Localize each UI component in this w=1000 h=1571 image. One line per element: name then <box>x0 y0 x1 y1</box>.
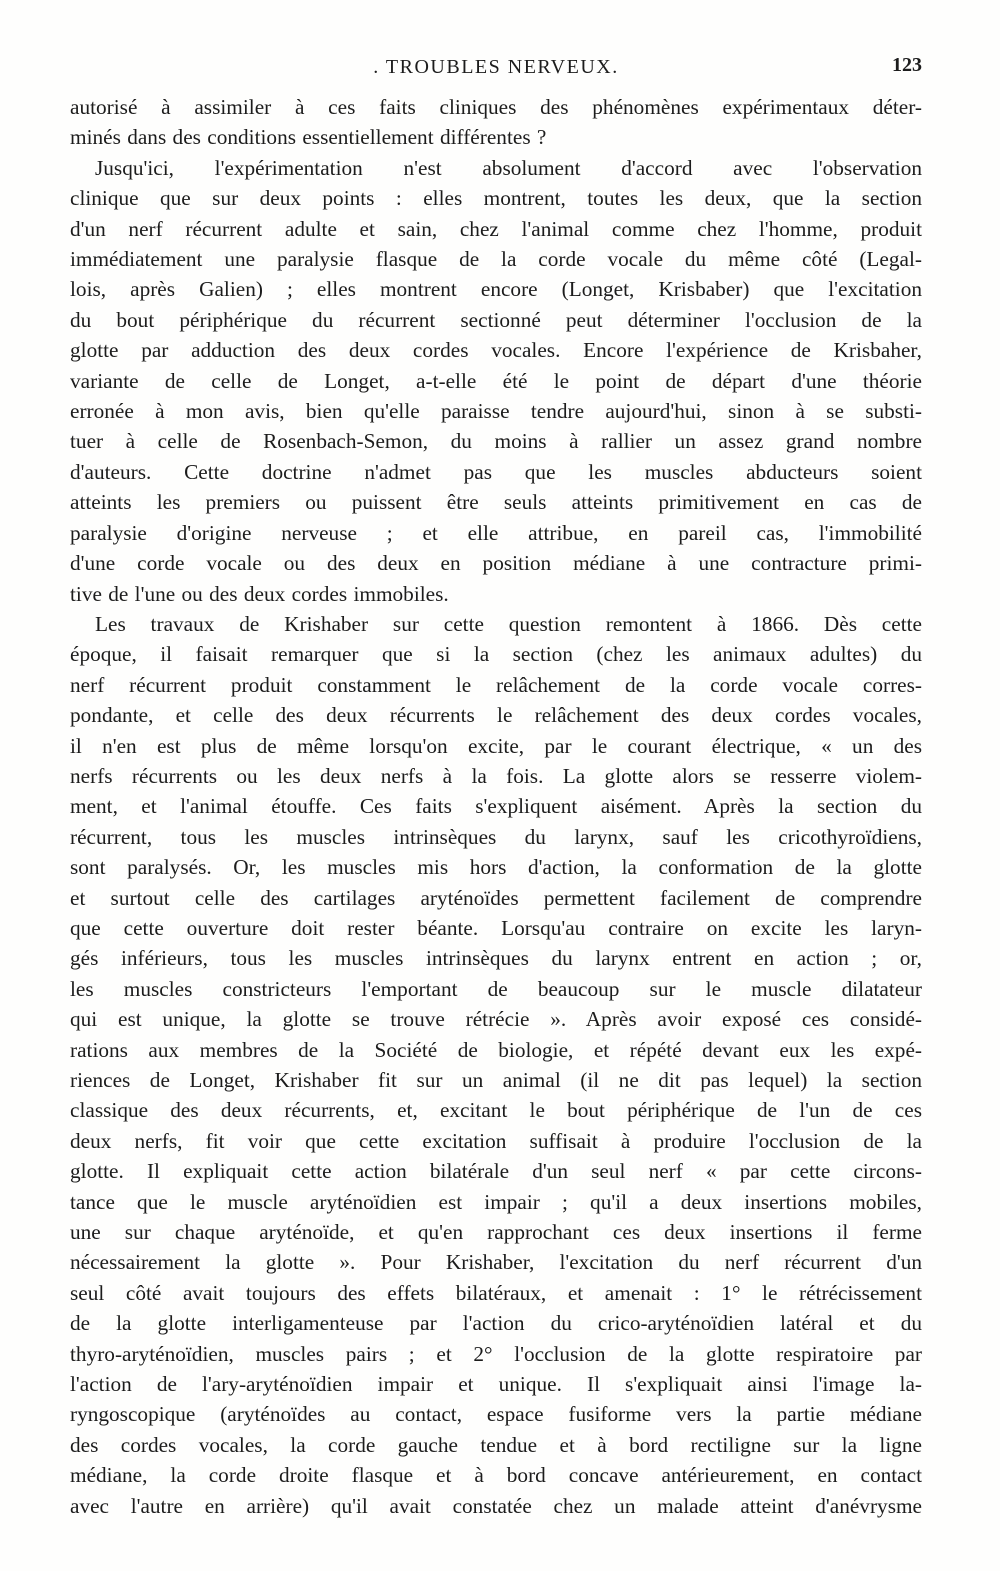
text-line: gés inférieurs, tous les muscles intrinsèques du larynx entrent en action ; or, <box>70 946 922 971</box>
paragraph <box>70 609 922 1521</box>
paragraph <box>70 92 922 153</box>
page-number: 123 <box>892 54 922 76</box>
text-line: sont paralysés. Or, les muscles mis hors d'action, la conformation de la glotte <box>70 855 922 880</box>
text-line: une sur chaque aryténoïde, et qu'en rapprochant ces deux insertions il ferme <box>70 1220 922 1245</box>
running-head <box>70 56 922 86</box>
text-line: des cordes vocales, la corde gauche tendue et à bord rectiligne sur la ligne <box>70 1432 922 1457</box>
text-line: médiane, la corde droite flasque et à bord concave antérieurement, en contact <box>70 1463 922 1488</box>
body-text <box>70 92 922 1521</box>
text-line: époque, il faisait remarquer que si la section (chez les animaux adultes) du <box>70 642 922 667</box>
text-line: ment, et l'animal étouffe. Ces faits s'expliquent aisément. Après la section du <box>70 794 922 819</box>
text-line: ryngoscopique (aryténoïdes au contact, espace fusiforme vers la partie médiane <box>70 1402 922 1427</box>
text-line: classique des deux récurrents, et, excitant le bout périphérique de l'un de ces <box>70 1098 922 1123</box>
text-line: lois, après Galien) ; elles montrent encore (Longet, Krisbaber) que l'excitation <box>70 277 922 302</box>
text-line: récurrent, tous les muscles intrinsèques du larynx, sauf les cricothyroïdiens, <box>70 824 922 849</box>
text-line: Jusqu'ici, l'expérimentation n'est absolument d'accord avec l'observation <box>95 155 922 180</box>
text-line: pondante, et celle des deux récurrents le relâchement des deux cordes vocales, <box>70 703 922 728</box>
text-line: les muscles constricteurs l'emportant de beaucoup sur le muscle dilatateur <box>70 976 922 1001</box>
text-line: rations aux membres de la Société de biologie, et répété devant eux les expé- <box>70 1037 922 1062</box>
text-line: et surtout celle des cartilages aryténoïdes permettent facilement de comprendre <box>70 885 922 910</box>
text-line: erronée à mon avis, bien qu'elle paraisse tendre aujourd'hui, sinon à se substi- <box>70 399 922 424</box>
text-line: atteints les premiers ou puissent être seuls atteints primitivement en cas de <box>70 490 922 515</box>
running-title: . TROUBLES NERVEUX. <box>373 56 619 78</box>
text-line: deux nerfs, fit voir que cette excitation suffisait à produire l'occlusion de la <box>70 1128 922 1153</box>
paragraph <box>70 153 922 609</box>
text-line: du bout périphérique du récurrent sectionné peut déterminer l'occlusion de la <box>70 307 922 332</box>
text-line: d'une corde vocale ou des deux en position médiane à une contracture primi- <box>70 551 922 576</box>
text-line: seul côté avait toujours des effets bilatéraux, et amenait : 1° le rétrécissement <box>70 1280 922 1305</box>
text-line: immédiatement une paralysie flasque de la corde vocale du même côté (Legal- <box>70 247 922 272</box>
text-line: tance que le muscle aryténoïdien est impair ; qu'il a deux insertions mobiles, <box>70 1189 922 1214</box>
text-line: clinique que sur deux points : elles montrent, toutes les deux, que la section <box>70 186 922 211</box>
text-line: nécessairement la glotte ». Pour Krishaber, l'excitation du nerf récurrent d'un <box>70 1250 922 1275</box>
text-line: qui est unique, la glotte se trouve rétrécie ». Après avoir exposé ces considé- <box>70 1007 922 1032</box>
text-line: variante de celle de Longet, a-t-elle été le point de départ d'une théorie <box>70 368 922 393</box>
text-line: glotte par adduction des deux cordes vocales. Encore l'expérience de Krisbaher, <box>70 338 922 363</box>
text-line: avec l'autre en arrière) qu'il avait constatée chez un malade atteint d'anévrysme <box>70 1493 922 1518</box>
text-line: l'action de l'ary-aryténoïdien impair et unique. Il s'expliquait ainsi l'image la- <box>70 1372 922 1397</box>
text-line: riences de Longet, Krishaber fit sur un animal (il ne dit pas lequel) la section <box>70 1068 922 1092</box>
text-line: tive de l'une ou des deux cordes immobiles. <box>70 581 449 606</box>
text-line: Les travaux de Krishaber sur cette question remontent à 1866. Dès cette <box>95 611 922 636</box>
text-line: paralysie d'origine nerveuse ; et elle attribue, en pareil cas, l'immobilité <box>70 520 922 545</box>
text-line: nerf récurrent produit constamment le relâchement de la corde vocale corres- <box>70 672 922 697</box>
text-line: d'un nerf récurrent adulte et sain, chez l'animal comme chez l'homme, produit <box>70 216 922 241</box>
text-line: autorisé à assimiler à ces faits cliniques des phénomènes expérimentaux déter- <box>70 95 922 119</box>
text-line: glotte. Il expliquait cette action bilatérale d'un seul nerf « par cette circons- <box>70 1159 922 1184</box>
text-line: d'auteurs. Cette doctrine n'admet pas que les muscles abducteurs soient <box>70 459 922 484</box>
text-line: tuer à celle de Rosenbach-Semon, du moins à rallier un assez grand nombre <box>70 429 922 454</box>
text-line: que cette ouverture doit rester béante. Lorsqu'au contraire on excite les laryn- <box>70 915 922 940</box>
text-line: thyro-aryténoïdien, muscles pairs ; et 2° l'occlusion de la glotte respiratoire par <box>70 1341 922 1366</box>
text-line: de la glotte interligamenteuse par l'action du crico-aryténoïdien latéral et du <box>70 1311 922 1336</box>
text-line: minés dans des conditions essentiellement différentes ? <box>70 125 547 150</box>
text-line: nerfs récurrents ou les deux nerfs à la fois. La glotte alors se resserre violem- <box>70 763 922 788</box>
text-line: il n'en est plus de même lorsqu'on excite, par le courant électrique, « un des <box>70 733 922 758</box>
